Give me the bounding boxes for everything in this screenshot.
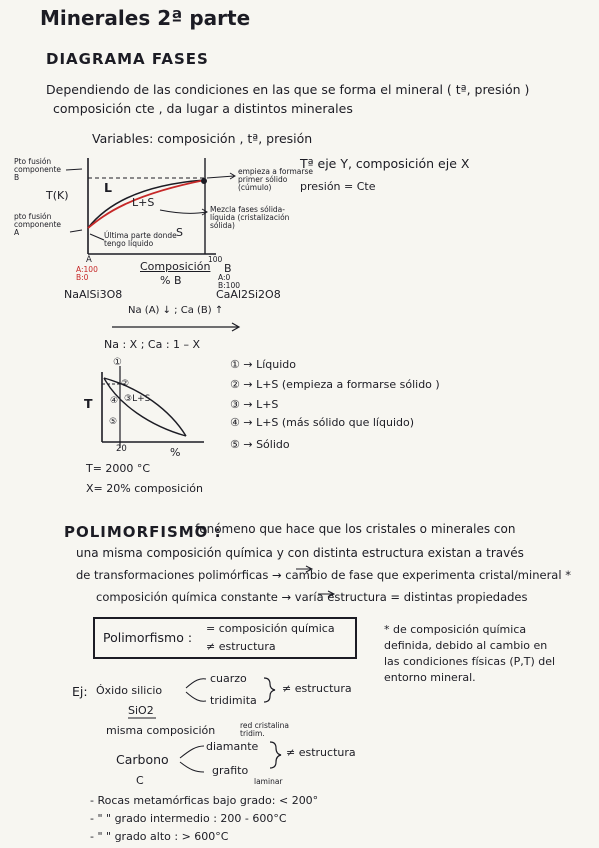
example-tridymite: tridimita <box>210 694 257 707</box>
temperature-value: T= 2000 °C <box>86 462 151 475</box>
example-diamond-note: red cristalina tridim. <box>240 721 289 738</box>
label-melting-point-b: Pto fusión componente B <box>14 157 62 182</box>
x-pct: % <box>170 446 181 459</box>
rocks-low-grade: - Rocas metamórficas bajo grado: < 200° <box>90 794 319 807</box>
side-note-pressure: presión = Cte <box>300 180 376 193</box>
example-structure-1: ≠ estructura <box>282 682 352 695</box>
pct-b-label: % B <box>160 274 182 287</box>
region-liquid-solid: L+S <box>132 196 155 209</box>
section-heading-polymorphism: POLIMORFISMO : <box>64 523 222 541</box>
point-3-marker: ③L+S <box>124 394 151 404</box>
example-graphite-note: laminar <box>254 777 283 786</box>
point-2-marker: ② <box>121 379 130 389</box>
example-diamond: diamante <box>206 740 259 753</box>
exchange-note: Na (A) ↓ ; Ca (B) ↑ <box>128 305 224 316</box>
example-sio2: SiO2 <box>128 704 154 717</box>
example-quartz: cuarzo <box>210 672 247 685</box>
note-mixed-phases: Mezcla fases sólida-líquida (cristalización sólida) <box>210 205 290 230</box>
definition-line-2: una misma composición química y con distinta estructura existan a través <box>76 546 524 560</box>
box-different-structure: ≠ estructura <box>206 640 276 653</box>
region-liquid: L <box>104 180 112 195</box>
region-solid: S <box>176 226 183 239</box>
point-a: A <box>86 255 92 265</box>
example-c: C <box>136 774 144 787</box>
variables-line: Variables: composición , tª, presión <box>92 131 313 146</box>
point-5-marker: ⑤ <box>109 417 118 427</box>
box-title: Polimorfismo : <box>103 630 193 645</box>
definition-line-1: fenómeno que hace que los cristales o minerales con <box>195 522 516 536</box>
example-silicon-oxide: Óxido silicio <box>96 684 163 697</box>
note-last-liquid: Última parte donde tengo líquido <box>104 231 177 248</box>
definition-line-4: composición química constante → varía estructura = distintas propiedades <box>96 590 528 604</box>
page-title: Minerales 2ª parte <box>40 6 251 30</box>
definition-line-3: de transformaciones polimórficas → cambio de fase que experimenta cristal/mineral * <box>76 568 571 582</box>
mineral-a-formula: NaAlSi3O8 <box>64 288 123 301</box>
box-equal-composition: = composición química <box>206 622 335 635</box>
intro-line-2: composición cte , da lugar a distintos minerales <box>53 101 353 116</box>
legend-item-1: ① → Líquido <box>230 358 296 371</box>
legend-item-2: ② → L+S (empieza a formarse sólido ) <box>230 378 440 391</box>
intro-line-1: Dependiendo de las condiciones en las que se forma el mineral ( tª, presión ) <box>46 82 530 97</box>
example-structure-2: ≠ estructura <box>286 746 356 759</box>
legend-item-4: ④ → L+S (más sólido que líquido) <box>230 416 414 429</box>
a-values: A:100 B:0 <box>76 265 98 282</box>
rocks-high-grade: - " " grado alto : > 600°C <box>90 830 229 843</box>
point-4-marker: ④ <box>110 396 119 406</box>
b-values: A:0 B:100 <box>218 273 240 290</box>
section-heading-phase-diagram: DIAGRAMA FASES <box>46 50 209 68</box>
note-first-solid: empieza a formarse primer sólido (cúmulo) <box>238 167 313 192</box>
label-melting-point-a: pto fusión componente A <box>14 212 62 237</box>
point-b: B <box>224 262 232 275</box>
x-axis-label: Composición <box>140 260 211 273</box>
composition-value: X= 20% composición <box>86 482 203 495</box>
footnote: * de composición química definida, debido al cambio en las condiciones físicas (P,T) del entorno mineral. <box>384 623 556 684</box>
example-same-composition: misma composición <box>106 724 216 737</box>
t-axis-label-2: T <box>84 396 93 411</box>
example-label: Ej: <box>72 684 88 699</box>
point-1-marker: ① <box>113 357 122 368</box>
mineral-b-formula: CaAl2Si2O8 <box>216 288 281 301</box>
side-note-axes: Tª eje Y, composición eje X <box>300 156 470 171</box>
x-tick-20: 20 <box>116 444 127 454</box>
ratio-note: Na : X ; Ca : 1 – X <box>104 338 201 351</box>
legend-item-3: ③ → L+S <box>230 398 279 411</box>
legend-item-5: ⑤ → Sólido <box>230 438 290 451</box>
example-graphite: grafito <box>212 764 249 777</box>
t-axis-label: T(K) <box>46 189 69 202</box>
example-carbon: Carbono <box>116 752 169 767</box>
rocks-intermediate-grade: - " " grado intermedio : 200 - 600°C <box>90 812 287 825</box>
tick-100: 100 <box>208 255 223 264</box>
